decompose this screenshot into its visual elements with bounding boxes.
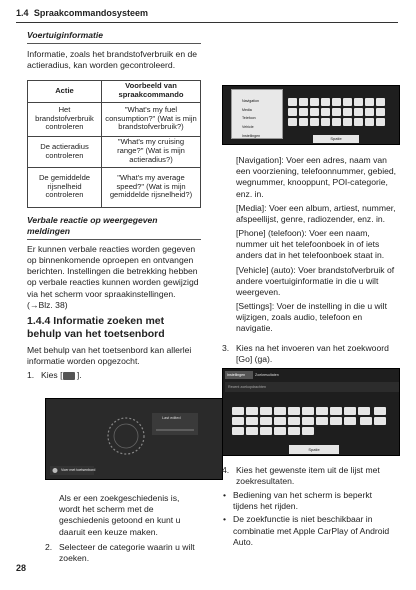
- space-key[interactable]: Spatie: [313, 135, 359, 143]
- keyboard-keys: [287, 98, 399, 128]
- list-item: • Bediening van het scherm is beperkt tijdens het rijden.: [222, 490, 399, 512]
- notes-list: [222, 490, 399, 550]
- section-number: 1.4: [16, 8, 29, 18]
- category-media: [Media]: Voer een album, artiest, nummer, afspeellijst, genre, radiozender, enz. in.: [236, 202, 396, 224]
- step-4: 4. Kies het gewenste item uit de lijst met zoekresultaten.: [222, 465, 380, 487]
- category-vehicle: [Vehicle] (auto): Voer brandstofverbruik of andere voertuiginformatie in die u wilt weergeven.: [236, 264, 395, 297]
- section-title: Spraakcommandosysteem: [33, 8, 148, 18]
- subheading-vehicle-info: Voertuiginformatie: [27, 30, 201, 44]
- last-edited-label: Last edited: [162, 416, 181, 420]
- table-cell: De gemiddelde rijsnelheid controleren: [28, 167, 102, 207]
- screen-voice-input: [45, 398, 223, 480]
- section-heading: 1.4.4 Informatie zoeken met behulp van het toetsenbord: [27, 314, 165, 341]
- tab-results[interactable]: Zoekresultaten: [255, 373, 279, 377]
- keyboard-icon: [63, 372, 75, 380]
- step-2: 2. Selecteer de categorie waarin u wilt zoeken.: [45, 541, 195, 563]
- intro-text: Informatie, zoals het brandstofverbruik en de actieradius, kan worden gecontroleerd.: [27, 49, 198, 71]
- table-cell: Het brandstofverbruik controleren: [28, 102, 102, 136]
- table-cell: De actieradius controleren: [28, 136, 102, 167]
- table-header-example: Voorbeeld van spraakcommando: [102, 80, 201, 102]
- history-text: Als er een zoekgeschiedenis is, wordt het scherm met de geschiedenis getoond en kunt u daaruit een keuze maken.: [59, 493, 181, 537]
- search-field[interactable]: Recent zoekopdrachten: [225, 382, 399, 392]
- menu-item-settings[interactable]: Instellingen: [242, 133, 261, 138]
- left-column: [27, 26, 201, 385]
- page-number: 28: [16, 563, 27, 573]
- menu-item-navigation[interactable]: Navigation: [242, 99, 259, 103]
- category-navigation: [Navigation]: Voer een adres, naam van een voorziening, telefoonnummer, gebied, wegnummer, knooppunt, POI-categorie, enz. in.: [236, 155, 397, 199]
- tab-settings[interactable]: Instellingen: [225, 371, 253, 379]
- left-column-bottom: [45, 493, 201, 567]
- screen-category-menu: [222, 85, 400, 145]
- voice-command-table: [27, 80, 201, 208]
- list-item: • De zoekfunctie is niet beschikbaar in combinatie met Apple CarPlay of Android Auto.: [222, 514, 399, 548]
- category-settings: [Settings]: Voer de instelling in die u wilt wijzigen, zoals audio, telefoon en navigatie.: [236, 301, 387, 334]
- menu-item-phone[interactable]: Telefoon: [242, 116, 256, 121]
- table-cell: "What's my fuel consumption?" (Wat is mijn brandstofverbruik?): [102, 102, 201, 136]
- verbal-reply-text: Er kunnen verbale reacties worden gegeven op binnenkomende oproepen en ontvangen berichten. Instellingen die betrekking hebben op verbale reacties kunnen worden gewijzigd via het scherm voor spraakinstellingen. (→Blz. 38): [27, 243, 199, 310]
- step-1: 1. Kies [ ].: [27, 370, 82, 381]
- menu-item-vehicle[interactable]: Vehicle: [242, 125, 254, 130]
- table-header-action: Actie: [28, 80, 102, 102]
- right-column: [236, 155, 399, 338]
- voice-input-graphic: [46, 399, 222, 479]
- menu-item-media[interactable]: Media: [242, 107, 252, 112]
- category-phone: [Phone] (telefoon): Voer een naam, nummer uit het telefoonboek in of iets anders dat in het telefoonboek staat in.: [236, 228, 385, 261]
- keyboard-entry-button[interactable]: Voer met toetsenbord: [61, 468, 96, 472]
- keyboard-intro: Met behulp van het toetsenbord kan allerlei informatie worden opgezocht.: [27, 345, 192, 367]
- screen-keyboard: [222, 368, 400, 456]
- table-cell: "What's my cruising range?" (Wat is mijn actieradius?): [102, 136, 201, 167]
- category-menu: [231, 89, 283, 139]
- space-key[interactable]: Spatie: [289, 445, 339, 454]
- step-3: 3. Kies na het invoeren van het zoekwoord [Go] (ga).: [222, 343, 389, 365]
- keyboard-keys: [231, 407, 397, 437]
- page-header: [16, 8, 398, 23]
- subheading-verbal-reply: Verbale reactie op weergegeven meldingen: [27, 215, 201, 240]
- table-cell: "What's my average speed?" (Wat is mijn gemiddelde rijsnelheid?): [102, 167, 201, 207]
